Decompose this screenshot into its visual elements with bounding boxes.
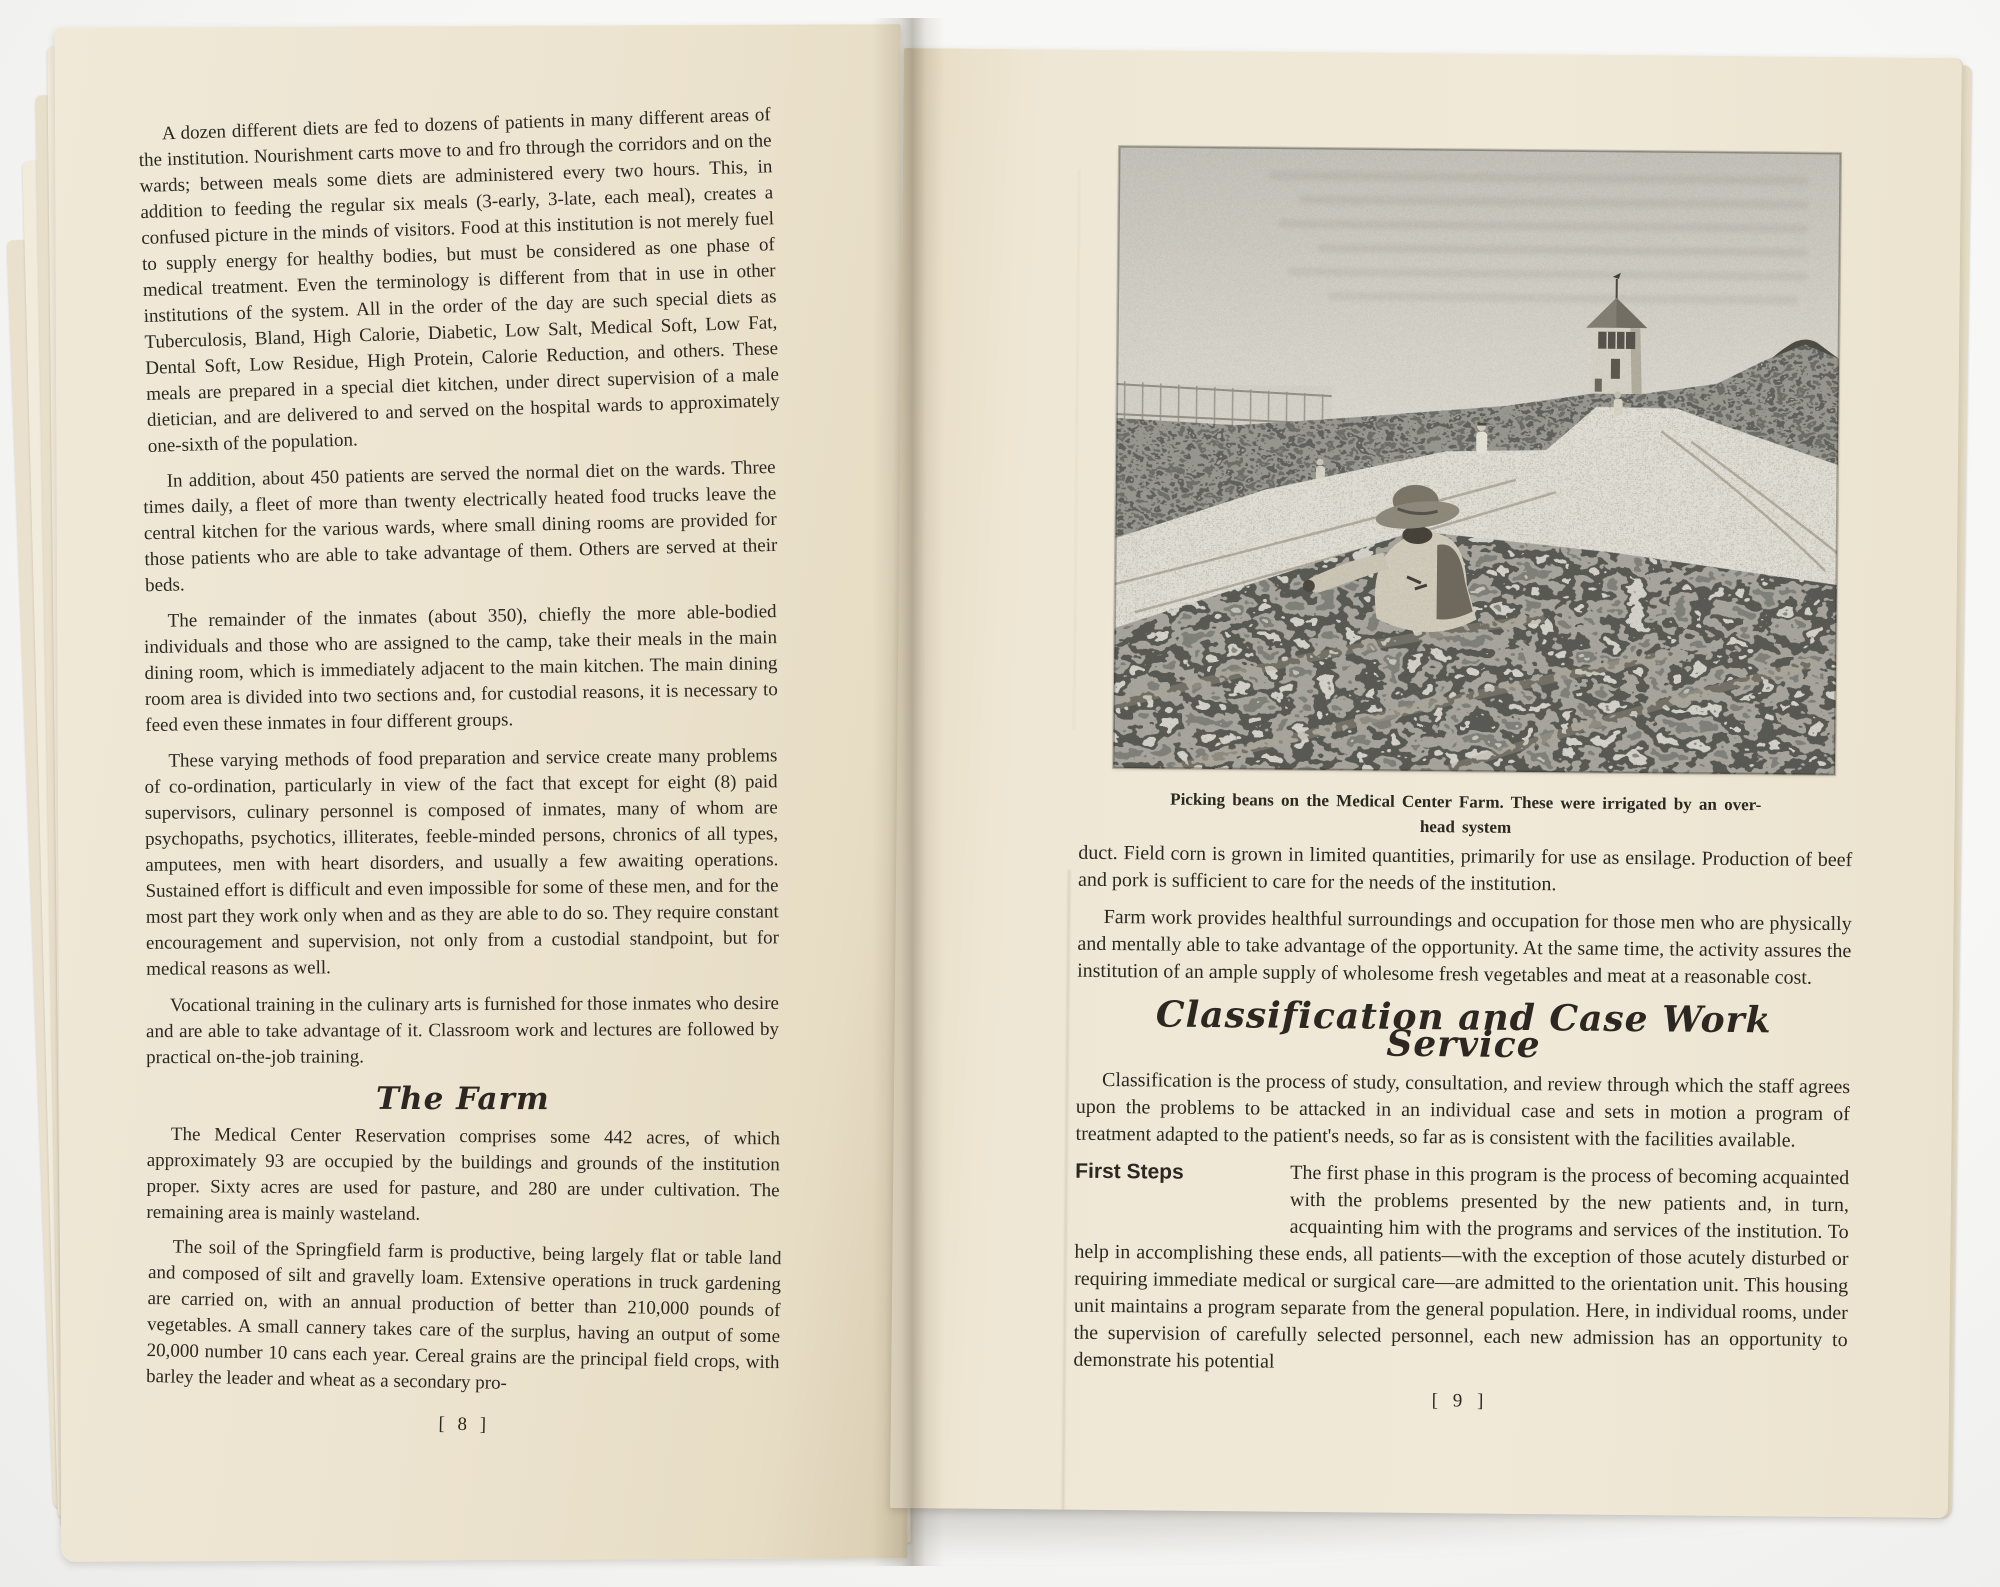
- photo-caption: [1076, 786, 1854, 843]
- left-page: [55, 24, 908, 1562]
- first-steps-sidehead: First Steps: [1075, 1159, 1184, 1184]
- the-farm-heading: The Farm: [375, 1080, 550, 1118]
- paragraph-diets: A dozen different diets are fed to dozens of patients in many different areas of the institution. Nourishment carts move to and fro through the corridors and on the wards; between meals some diets are administered every two hours. This, in addition to feeding the regular six meals (3-early, 3-late, each meal), creates a confused picture in the minds of visitors. Food at this institution is not merely fuel to supply energy for healthy bodies, but must be considered as one phase of medical treatment. Even the terminology is different from that in use in other institutions of the system. All in the order of the day are such special diets as Tuberculosis, Bland, High Calorie, Diabetic, Low Salt, Medical Soft, Low Fat, Dental Soft, Low Residue, High Protein, Calorie Reduction, and others. These meals are prepared in a special diet kitchen, under direct supervision of a male dietician, and are delivered to and served on the hospital wards to approximately one-sixth of the population.: [138, 104, 781, 457]
- classification-heading: Classification and Case Work Service: [1155, 993, 1772, 1067]
- farm-photo: [1113, 146, 1841, 775]
- photo-grain: [1113, 146, 1841, 775]
- left-text-column: [138, 104, 782, 1440]
- photo-caption-line2: head system: [1419, 816, 1512, 837]
- gutter-crease: [1062, 870, 1070, 1510]
- paragraph-field-corn: duct. Field corn is grown in limited quantities, primarily for use as ensilage. Production of beef and pork is sufficient to care for the needs of the institution.: [1077, 841, 1853, 896]
- page-number-8: [ 8 ]: [438, 1413, 491, 1436]
- paragraph-farm-work: Farm work provides healthful surroundings and occupation for those men who are physically and mentally able to take advantage of the opportunity. At the same time, the activity assures the institution of an ample supply of wholesome fresh vegetables and meat at a reasonable cost.: [1077, 905, 1852, 989]
- paragraph-classification: Classification is the process of study, consultation, and review through which the staff agrees upon the problems to be attacked in an individual case and sets in motion a program of treatment adapted to the patient's needs, so far as is consistent with the facilities available.: [1075, 1068, 1851, 1152]
- paragraph-reservation-acres: The Medical Center Reservation comprises some 442 acres, of which approximately 93 are occupied by the buildings and grounds of the institution proper. Sixty acres are used for pasture, and 280 are under cultivation. The remaining area is mainly wasteland.: [146, 1124, 781, 1225]
- photo-caption-line1: Picking beans on the Medical Center Farm. These were irrigated by an over-: [1170, 789, 1762, 815]
- gutter-crease: [1073, 170, 1079, 730]
- paragraph-vocational-training: Vocational training in the culinary arts is furnished for those inmates who desire and are able to take advantage of it. Classroom work and lectures are followed by practical on-the-job training.: [146, 992, 780, 1069]
- right-text-column: [1073, 840, 1852, 1418]
- first-steps-paragraph: [1073, 1158, 1849, 1381]
- paragraph-food-coordination: These varying methods of food preparation and service create many problems of co-ordination, particularly in view of the fact that except for eight (8) paid supervisors, culinary personnel is composed of inmates, many of whom are psychopaths, psychotics, illiterates, feeble-minded persons, chronics of all types, amputees, men with heart disorders, and usually a few awaiting operations. Sustained effort is difficult and even impossible for some of these men, and for the most part they work only when and as they are able to do so. They require constant encouragement and supervision, not only from a custodial standpoint, but for medical reasons as well.: [144, 745, 780, 980]
- paragraph-springfield-soil: The soil of the Springfield farm is productive, being largely flat or table land and composed of silt and gravelly loam. Extensive operations in truck gardening are carried on, with an annual production of better than 210,000 pounds of vegetables. A small cannery takes care of the surplus, having an output of some 20,000 number 10 cans each year. Cereal grains are the principal field crops, with barley the leader and wheat as a secondary pro-: [145, 1236, 782, 1394]
- page-number-9: [ 9 ]: [1431, 1390, 1489, 1412]
- paragraph-normal-diet: In addition, about 450 patients are served the normal diet on the wards. Three times daily, a fleet of more than twenty electrically heated food trucks leave the central kitchen for the various wards, where small dining rooms are provided for those patients who are able to take advantage of them. Others are served at their beds.: [143, 456, 778, 597]
- right-page: [890, 48, 1963, 1518]
- farm-photo-illustration: [1113, 146, 1841, 775]
- first-steps-text: The first phase in this program is the process of becoming acquainted with the problems presented by the new patients and, in turn, acquainting him with the programs and services of the institution. To help in accomplishing these ends, all patients—with the exception of those acutely disturbed or requiring immediate medical or surgical care—are admitted to the orientation unit. This housing unit maintains a program separate from the general population. Here, in individual rooms, under the supervision of carefully selected personnel, each new admission has an opportunity to demonstrate his potential: [1073, 1161, 1850, 1373]
- paragraph-remainder-inmates: The remainder of the inmates (about 350), chiefly the more able-bodied individuals and those who are assigned to the camp, take their meals in the main dining room, which is immediately adjacent to the main kitchen. The main dining room area is divided into two sections and, for custodial reasons, it is necessary to feed even these inmates in four different groups.: [143, 601, 778, 737]
